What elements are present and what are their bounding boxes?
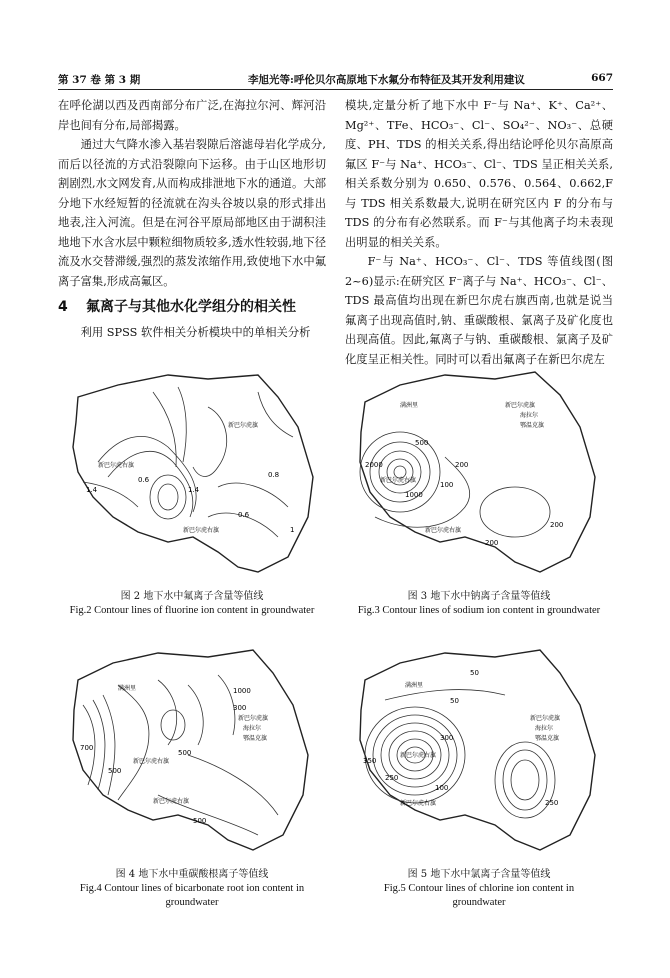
contour-value: 300 [440,734,454,742]
sodium-contour-map [345,367,613,577]
map-label: 新巴尔虎右旗 [133,758,170,765]
right-column [345,96,613,369]
contour-value: 500 [108,767,122,775]
contour-value: 100 [440,481,454,489]
map-label: 新巴尔虎旗 [228,422,259,429]
fluorine-contour-map [58,367,326,577]
contour-value: 1 [290,526,295,534]
figure-2 [58,367,326,577]
section-heading [58,296,326,318]
contour-value: 500 [178,749,192,757]
section-number: 4 [58,299,68,315]
figure-5-caption [329,868,629,910]
map-label: 满洲里 [118,685,137,692]
map-label: 新巴尔虎旗 [505,402,536,409]
contour-value: 0.6 [138,476,150,484]
map-label: 海拉尔 [243,725,262,732]
contour-value: 0.8 [268,471,280,479]
contour-value: 350 [363,757,377,765]
contour-value: 200 [550,521,564,529]
contour-value: 100 [435,784,449,792]
map-label: 新巴尔虎右旗 [400,800,437,807]
map-label: 新巴尔虎右旗 [183,527,220,534]
map-label: 鄂温克旗 [535,735,560,742]
caption-cn: 图 5 地下水中氯离子含量等值线 [407,869,551,880]
map-label: 新巴尔虎右旗 [98,462,135,469]
caption-en-line2: groundwater [452,897,506,908]
caption-en: Fig.2 Contour lines of fluorine ion content in groundwater [69,605,315,616]
page-number: 667 [591,72,613,84]
map-label: 鄂温克旗 [520,422,545,429]
contour-value: 300 [233,704,247,712]
paragraph: 模块,定量分析了地下水中 F⁻与 Na⁺、K⁺、Ca²⁺、Mg²⁺、TFe、HCO₃⁻、Cl⁻、SO₄²⁻、NO₃⁻、总硬度、PH、TDS 的相关关系,得出结论呼伦贝尔高原高氟区 F⁻与 Na⁺、HCO₃⁻、Cl⁻、TDS 呈正相关关系,相关系数分别为 0.650、0.576、0.564、0.662,F 与 TDS 相关系数最大,说明在研究区内 F 的分布与 TDS 的分布有必然联系。而 F⁻与其他离子均未表现出明显的相关关系。 [345,99,613,249]
map-label: 满洲里 [400,402,419,409]
running-header [58,70,613,90]
figure-4-caption [42,868,342,910]
contour-value: 50 [450,697,459,705]
figure-5 [345,645,613,855]
map-label: 新巴尔虎右旗 [153,798,190,805]
contour-value: 500 [415,439,429,447]
volume-issue: 第 37 卷 第 3 期 [58,74,141,86]
caption-cn: 图 3 地下水中钠离子含量等值线 [407,591,551,602]
contour-value: 1000 [233,687,251,695]
contour-value: 1.4 [86,486,98,494]
caption-en-line1: Fig.4 Contour lines of bicarbonate root ion content in [79,883,305,894]
caption-en: Fig.3 Contour lines of sodium ion content in groundwater [357,605,601,616]
caption-cn: 图 2 地下水中氟离子含量等值线 [120,591,264,602]
caption-cn: 图 4 地下水中重碳酸根离子等值线 [115,869,269,880]
running-title: 李旭光等:呼伦贝尔高原地下水氟分布特征及其开发利用建议 [248,74,525,86]
map-label: 新巴尔虎右旗 [380,477,417,484]
paragraph: F⁻与 Na⁺、HCO₃⁻、Cl⁻、TDS 等值线图(图 2~6)显示:在研究区 F⁻离子与 Na⁺、HCO₃⁻、Cl⁻、TDS 最高值均出现在新巴尔虎右旗西南,也就是说当氟离子出现高值时,钠、重碳酸根、氯离子及矿化度也出现高值。因此,氟离子与钠、重碳酸根、氯离子及矿化度呈正相关性。同时可以看出氟离子在新巴尔虎左 [345,255,613,366]
caption-en-line1: Fig.5 Contour lines of chlorine ion content in [383,883,575,894]
map-label: 海拉尔 [520,412,539,419]
map-label: 鄂温克旗 [243,735,268,742]
paragraph: 通过大气降水渗入基岩裂隙后溶滤母岩化学成分,而后以径流的方式沿裂隙向下运移。由于山区地形切割剧烈,水文网发育,从而构成排泄地下水的通道。大部分地下水经短暂的径流就在沟头谷坡以泉的形式排出地表,注入河流。但是在河谷平原局部地区由于湖积洼地地下水含水层中颗粒细物质较多,透水性较弱,地下径流及水交替滞缓,强烈的蒸发浓缩作用,致使地下水中氟离子富集,形成高氟区。 [58,138,326,288]
contour-value: 50 [470,669,479,677]
figure-4 [58,645,326,855]
contour-value: 700 [80,744,94,752]
contour-value: 500 [193,817,207,825]
figure-3-caption [329,590,629,618]
contour-value: 200 [455,461,469,469]
contour-value: 2000 [365,461,383,469]
contour-value: 1.4 [188,486,200,494]
contour-value: 200 [485,539,499,547]
map-label: 新巴尔虎右旗 [400,752,437,759]
figure-2-caption [42,590,342,618]
paragraph: 利用 SPSS 软件相关分析模块中的单相关分析 [80,326,311,339]
contour-value: 250 [385,774,399,782]
bicarbonate-contour-map [58,645,326,855]
paragraph: 在呼伦湖以西及西南部分布广泛,在海拉尔河、辉河沿岸也间有分布,局部揭露。 [58,99,326,132]
map-label: 海拉尔 [535,725,554,732]
chlorine-contour-map [345,645,613,855]
left-column [58,96,326,343]
contour-value: 250 [545,799,559,807]
section-title: 氟离子与其他水化学组分的相关性 [86,299,296,315]
figure-3 [345,367,613,577]
caption-en-line2: groundwater [165,897,219,908]
map-label: 新巴尔虎旗 [530,715,561,722]
contour-value: 0.6 [238,511,250,519]
map-label: 新巴尔虎右旗 [425,527,462,534]
map-label: 新巴尔虎旗 [238,715,269,722]
contour-value: 1000 [405,491,423,499]
map-label: 满洲里 [405,682,424,689]
